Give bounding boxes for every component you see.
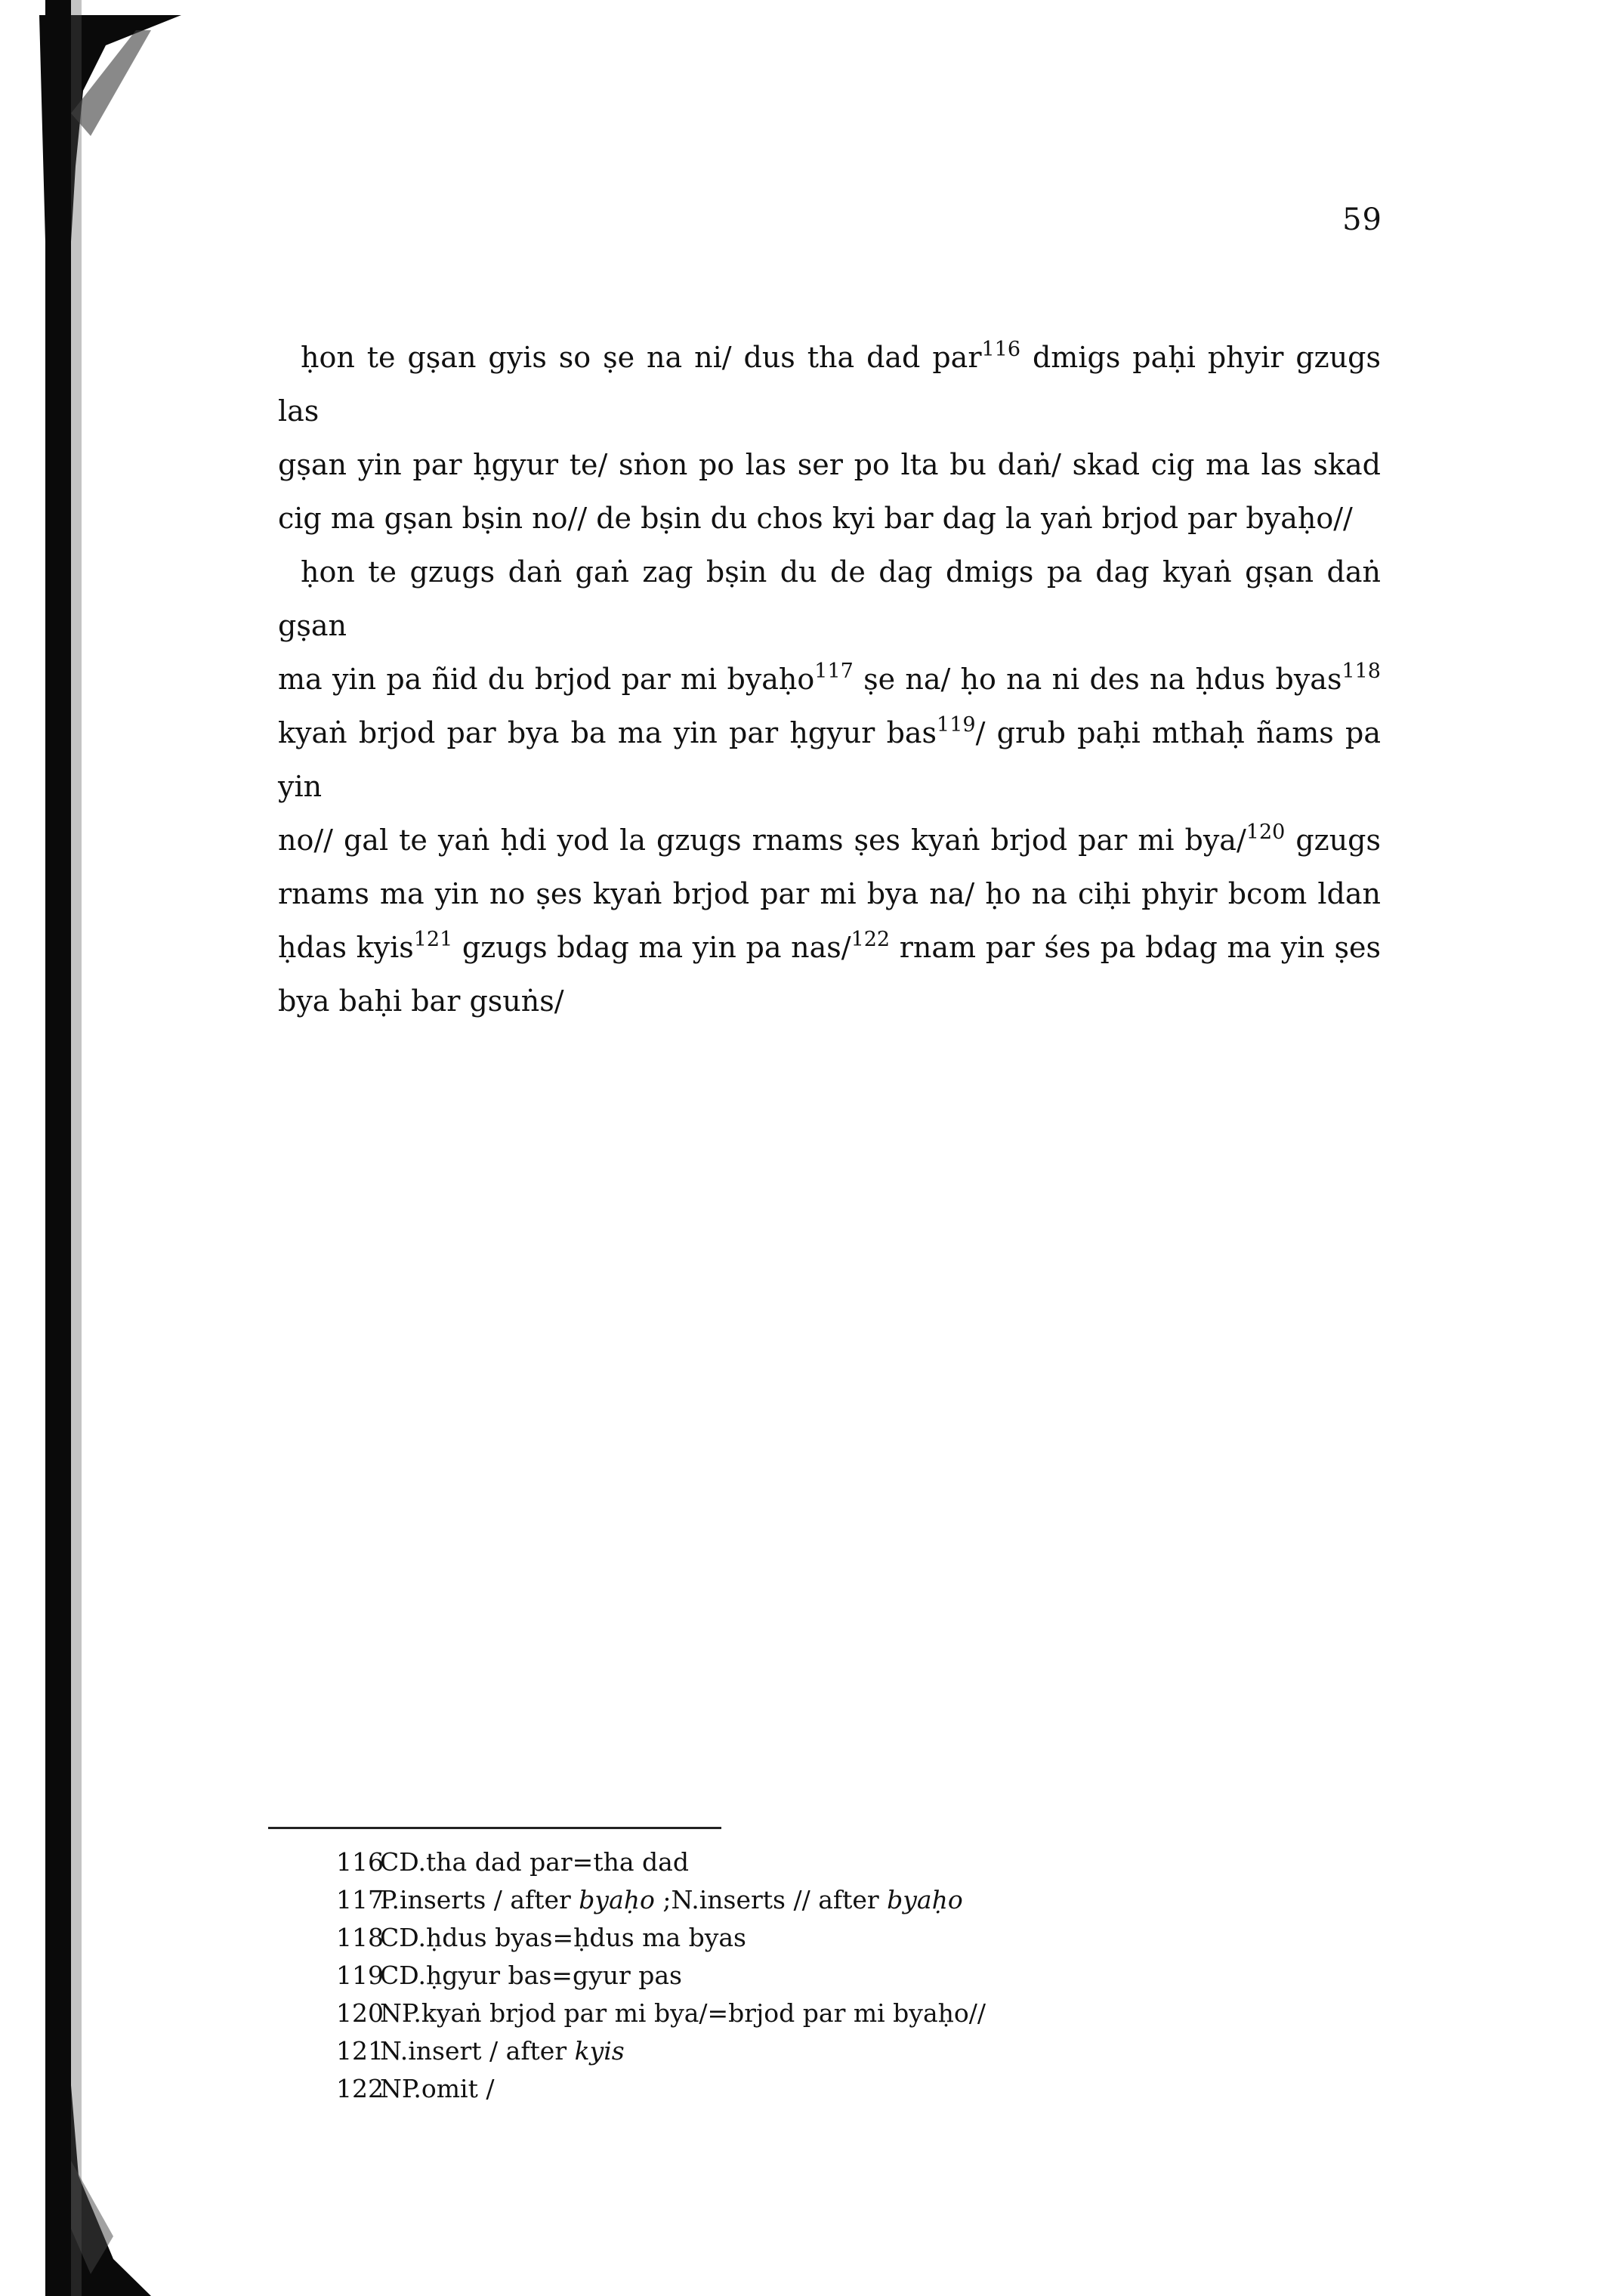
text-segment: no// gal te yaṅ ḥdi yod la gzugs rnams ṣes kyaṅ brjod par mi bya/ [278, 824, 1246, 857]
footnote-number: 119 [336, 1961, 384, 1990]
footnote-italic-term: kyis [574, 2036, 625, 2066]
text-line [278, 706, 1381, 814]
footnote-item [336, 1957, 1243, 1995]
body-paragraph [278, 331, 1381, 545]
footnote-number: 116 [336, 1847, 384, 1877]
text-segment: gzugs bdag ma yin pa nas/ [452, 931, 851, 964]
text-segment: ma yin pa ñid du brjod par mi byaḥo [278, 663, 815, 696]
book-binding-shadow [0, 0, 181, 2296]
footnote-item [336, 1995, 1243, 2032]
footnote-reference[interactable]: 122 [851, 928, 891, 951]
footnote-item [336, 1843, 1243, 1881]
text-line [278, 331, 1381, 438]
text-segment: bya baḥi bar gsuṅs/ [278, 984, 564, 1018]
footnote-item [336, 2032, 1243, 2070]
footnote-reference[interactable]: 118 [1341, 660, 1381, 683]
footnote-item [336, 1881, 1243, 1919]
footnote-number: 117 [336, 1885, 384, 1914]
footnote-item [336, 2070, 1243, 2108]
text-line [278, 545, 1381, 653]
text-line [278, 814, 1381, 867]
text-segment: ṣe na/ ḥo na ni des na ḥdus byas [853, 663, 1342, 696]
footnote-number: 121 [336, 2036, 384, 2066]
text-line [278, 975, 1381, 1028]
main-text [278, 331, 1381, 1028]
footnote-text: CD.ḥdus byas=ḥdus ma byas [380, 1923, 746, 1952]
text-segment: dmigs paḥi phyir gzugs las [278, 341, 1381, 428]
text-segment: ḥon te gzugs daṅ gaṅ zag bṣin du de dag dmigs pa dag kyaṅ gṣan daṅ gṣan [278, 555, 1381, 642]
footnote-number: 118 [336, 1923, 384, 1952]
text-line [278, 653, 1381, 706]
page-number: 59 [1342, 202, 1382, 237]
text-segment: kyaṅ brjod par bya ba ma yin par ḥgyur bas [278, 716, 937, 749]
footnote-reference[interactable]: 121 [413, 928, 453, 951]
footnote-text: CD.ḥgyur bas=gyur pas [380, 1961, 682, 1990]
text-line [278, 867, 1381, 921]
text-segment: / grub paḥi mthaḥ ñams pa yin [278, 716, 1381, 803]
text-line [278, 492, 1381, 545]
footnote-reference[interactable]: 116 [981, 338, 1021, 361]
footnote-text: NP.kyaṅ brjod par mi bya/=brjod par mi byaḥo// [380, 1998, 986, 2028]
footnote-text: ;N.inserts // after [654, 1885, 888, 1914]
footnote-reference[interactable]: 117 [814, 660, 854, 683]
text-segment: ḥdas kyis [278, 931, 414, 964]
text-segment: ḥon te gṣan gyis so ṣe na ni/ dus tha dad par [301, 341, 982, 374]
footnote-reference[interactable]: 119 [937, 713, 976, 737]
text-segment: cig ma gṣan bṣin no// de bṣin du chos kyi bar dag la yaṅ brjod par byaḥo// [278, 502, 1353, 535]
footnote-item [336, 1919, 1243, 1957]
text-line [278, 921, 1381, 975]
footnote-italic-term: byaḥo [579, 1885, 655, 1914]
text-segment: rnams ma yin no ṣes kyaṅ brjod par mi bya na/ ḥo na ciḥi phyir bcom ldan [278, 877, 1381, 910]
text-line [278, 438, 1381, 492]
text-segment: rnam par śes pa bdag ma yin ṣes [890, 931, 1382, 964]
footnote-text: N.insert / after [380, 2036, 575, 2066]
footnote-text: NP.omit / [380, 2074, 495, 2103]
body-paragraph [278, 545, 1381, 1028]
text-segment: gṣan yin par ḥgyur te/ sṅon po las ser po lta bu daṅ/ skad cig ma las skad [278, 448, 1381, 481]
footnote-text: CD.tha dad par=tha dad [380, 1847, 689, 1877]
footnotes [336, 1843, 1243, 2108]
footnote-reference[interactable]: 120 [1246, 820, 1286, 844]
footnote-number: 122 [336, 2074, 384, 2103]
footnote-text: P.inserts / after [380, 1885, 579, 1914]
footnote-number: 120 [336, 1998, 384, 2028]
footnote-separator [268, 1827, 721, 1829]
text-segment: gzugs [1285, 824, 1381, 857]
footnote-italic-term: byaḥo [887, 1885, 963, 1914]
